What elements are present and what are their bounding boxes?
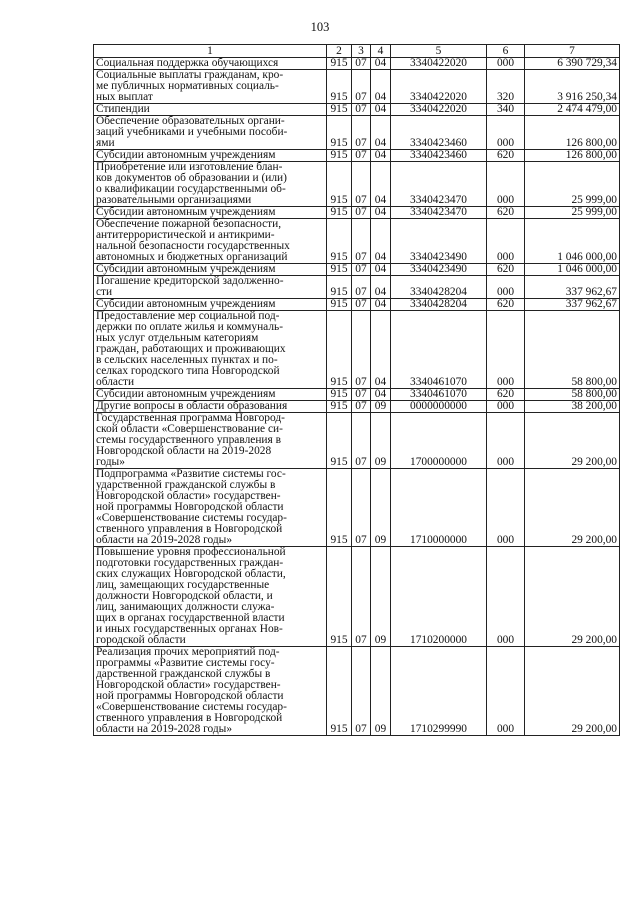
row-name-cell: Реализация прочих мероприятий под- программы «Развитие системы госу- дарственной гражданской службы в Новгородской области» государствен- ной программы Новгородской области «Совершенствование системы государ- ственного управления в Новгородской области на 2019-2028 годы» [94, 647, 327, 736]
target-article-cell: 3340422020 [391, 58, 487, 70]
section-code-cell: 07 [352, 207, 371, 219]
table-row [94, 116, 620, 150]
amount-cell: 29 200,00 [525, 547, 620, 647]
budget-table [93, 44, 620, 736]
column-header: 5 [391, 45, 487, 58]
section-code-cell: 07 [352, 547, 371, 647]
ministry-code-cell: 915 [327, 264, 352, 276]
ministry-code-cell: 915 [327, 276, 352, 299]
expense-type-cell: 620 [487, 299, 525, 311]
expense-type-cell: 620 [487, 264, 525, 276]
subsection-code-cell: 04 [371, 311, 391, 389]
section-code-cell: 07 [352, 299, 371, 311]
section-code-cell: 07 [352, 70, 371, 104]
row-name-cell: Социальные выплаты гражданам, кро- ме публичных нормативных социаль- ных выплат [94, 70, 327, 104]
target-article-cell: 3340461070 [391, 389, 487, 401]
amount-cell: 58 800,00 [525, 311, 620, 389]
row-name-cell: Стипендии [94, 104, 327, 116]
expense-type-cell: 620 [487, 389, 525, 401]
section-code-cell: 07 [352, 219, 371, 264]
table-row [94, 219, 620, 264]
row-name-cell: Субсидии автономным учреждениям [94, 207, 327, 219]
amount-cell: 25 999,00 [525, 207, 620, 219]
row-name-cell: Субсидии автономным учреждениям [94, 389, 327, 401]
table-row [94, 299, 620, 311]
section-code-cell: 07 [352, 647, 371, 736]
table-row [94, 150, 620, 162]
ministry-code-cell: 915 [327, 150, 352, 162]
expense-type-cell: 000 [487, 469, 525, 547]
table-header-row [94, 45, 620, 58]
column-header: 3 [352, 45, 371, 58]
table-row [94, 276, 620, 299]
section-code-cell: 07 [352, 401, 371, 413]
expense-type-cell: 340 [487, 104, 525, 116]
target-article-cell: 3340423490 [391, 219, 487, 264]
section-code-cell: 07 [352, 389, 371, 401]
table-row [94, 58, 620, 70]
target-article-cell: 3340428204 [391, 276, 487, 299]
table-row [94, 647, 620, 736]
table-row [94, 547, 620, 647]
ministry-code-cell: 915 [327, 299, 352, 311]
target-article-cell: 1700000000 [391, 413, 487, 469]
ministry-code-cell: 915 [327, 647, 352, 736]
expense-type-cell: 000 [487, 219, 525, 264]
amount-cell: 6 390 729,34 [525, 58, 620, 70]
column-header: 2 [327, 45, 352, 58]
row-name-cell: Другие вопросы в области образования [94, 401, 327, 413]
amount-cell: 2 474 479,00 [525, 104, 620, 116]
subsection-code-cell: 04 [371, 116, 391, 150]
column-header: 4 [371, 45, 391, 58]
expense-type-cell: 000 [487, 116, 525, 150]
row-name-cell: Предоставление мер социальной под- держки по оплате жилья и коммуналь- ных услуг отдельным категориям граждан, работающих и проживающих в сельских населенных пунктах и по- селках городского типа Новгородской области [94, 311, 327, 389]
row-name-cell: Погашение кредиторской задолженно- сти [94, 276, 327, 299]
section-code-cell: 07 [352, 162, 371, 207]
subsection-code-cell: 09 [371, 401, 391, 413]
section-code-cell: 07 [352, 469, 371, 547]
subsection-code-cell: 09 [371, 647, 391, 736]
amount-cell: 29 200,00 [525, 469, 620, 547]
amount-cell: 1 046 000,00 [525, 264, 620, 276]
subsection-code-cell: 04 [371, 150, 391, 162]
column-header: 7 [525, 45, 620, 58]
row-name-cell: Приобретение или изготовление блан- ков документов об образовании и (или) о квалификации государственными об- разовательными организациями [94, 162, 327, 207]
subsection-code-cell: 04 [371, 70, 391, 104]
row-name-cell: Подпрограмма «Развитие системы гос- ударственной гражданской службы в Новгородской области» государствен- ной программы Новгородской области «Совершенствование системы государ- ственного управления в Новгородской области на 2019-2028 годы» [94, 469, 327, 547]
row-name-cell: Субсидии автономным учреждениям [94, 264, 327, 276]
page-number: 103 [310, 20, 330, 34]
amount-cell: 1 046 000,00 [525, 219, 620, 264]
expense-type-cell: 000 [487, 58, 525, 70]
ministry-code-cell: 915 [327, 207, 352, 219]
amount-cell: 58 800,00 [525, 389, 620, 401]
table-row [94, 70, 620, 104]
ministry-code-cell: 915 [327, 311, 352, 389]
table-row [94, 311, 620, 389]
subsection-code-cell: 09 [371, 413, 391, 469]
section-code-cell: 07 [352, 58, 371, 70]
subsection-code-cell: 04 [371, 219, 391, 264]
amount-cell: 29 200,00 [525, 413, 620, 469]
target-article-cell: 3340422020 [391, 70, 487, 104]
target-article-cell: 3340423470 [391, 162, 487, 207]
ministry-code-cell: 915 [327, 116, 352, 150]
expense-type-cell: 320 [487, 70, 525, 104]
column-header: 1 [94, 45, 327, 58]
target-article-cell: 3340461070 [391, 311, 487, 389]
amount-cell: 126 800,00 [525, 150, 620, 162]
target-article-cell: 3340422020 [391, 104, 487, 116]
row-name-cell: Обеспечение пожарной безопасности, антитеррористической и антикрими- нальной безопасности государственных автономных и бюджетных организаций [94, 219, 327, 264]
row-name-cell: Субсидии автономным учреждениям [94, 299, 327, 311]
ministry-code-cell: 915 [327, 547, 352, 647]
subsection-code-cell: 04 [371, 162, 391, 207]
column-header: 6 [487, 45, 525, 58]
table-row [94, 469, 620, 547]
ministry-code-cell: 915 [327, 70, 352, 104]
target-article-cell: 1710000000 [391, 469, 487, 547]
section-code-cell: 07 [352, 150, 371, 162]
table-row [94, 162, 620, 207]
table-row [94, 104, 620, 116]
section-code-cell: 07 [352, 264, 371, 276]
section-code-cell: 07 [352, 276, 371, 299]
subsection-code-cell: 04 [371, 264, 391, 276]
expense-type-cell: 000 [487, 162, 525, 207]
expense-type-cell: 620 [487, 207, 525, 219]
section-code-cell: 07 [352, 311, 371, 389]
amount-cell: 38 200,00 [525, 401, 620, 413]
target-article-cell: 0000000000 [391, 401, 487, 413]
expense-type-cell: 620 [487, 150, 525, 162]
target-article-cell: 3340423460 [391, 150, 487, 162]
row-name-cell: Обеспечение образовательных органи- заций учебниками и учебными пособи- ями [94, 116, 327, 150]
ministry-code-cell: 915 [327, 413, 352, 469]
expense-type-cell: 000 [487, 647, 525, 736]
subsection-code-cell: 04 [371, 104, 391, 116]
subsection-code-cell: 09 [371, 547, 391, 647]
table-row [94, 264, 620, 276]
table-row [94, 401, 620, 413]
subsection-code-cell: 04 [371, 276, 391, 299]
ministry-code-cell: 915 [327, 401, 352, 413]
section-code-cell: 07 [352, 413, 371, 469]
section-code-cell: 07 [352, 116, 371, 150]
table-row [94, 389, 620, 401]
expense-type-cell: 000 [487, 547, 525, 647]
subsection-code-cell: 04 [371, 58, 391, 70]
row-name-cell: Повышение уровня профессиональной подготовки государственных граждан- ских служащих Новгородской области, лиц, замещающих государственные должности Новгородской области, и лиц, занимающих должности служа- щих в органах государственной власти и иных государственных органах Нов- городской области [94, 547, 327, 647]
target-article-cell: 3340423460 [391, 116, 487, 150]
table-row [94, 207, 620, 219]
row-name-cell: Государственная программа Новгород- ской области «Совершенствование си- стемы государственного управления в Новгородской области на 2019-2028 годы» [94, 413, 327, 469]
amount-cell: 337 962,67 [525, 276, 620, 299]
expense-type-cell: 000 [487, 276, 525, 299]
amount-cell: 3 916 250,34 [525, 70, 620, 104]
amount-cell: 126 800,00 [525, 116, 620, 150]
ministry-code-cell: 915 [327, 389, 352, 401]
table-row [94, 413, 620, 469]
target-article-cell: 1710299990 [391, 647, 487, 736]
ministry-code-cell: 915 [327, 162, 352, 207]
subsection-code-cell: 04 [371, 207, 391, 219]
ministry-code-cell: 915 [327, 469, 352, 547]
expense-type-cell: 000 [487, 413, 525, 469]
amount-cell: 29 200,00 [525, 647, 620, 736]
ministry-code-cell: 915 [327, 104, 352, 116]
target-article-cell: 3340428204 [391, 299, 487, 311]
target-article-cell: 3340423490 [391, 264, 487, 276]
row-name-cell: Социальная поддержка обучающихся [94, 58, 327, 70]
target-article-cell: 3340423470 [391, 207, 487, 219]
subsection-code-cell: 09 [371, 469, 391, 547]
subsection-code-cell: 04 [371, 389, 391, 401]
expense-type-cell: 000 [487, 311, 525, 389]
amount-cell: 337 962,67 [525, 299, 620, 311]
amount-cell: 25 999,00 [525, 162, 620, 207]
section-code-cell: 07 [352, 104, 371, 116]
target-article-cell: 1710200000 [391, 547, 487, 647]
ministry-code-cell: 915 [327, 58, 352, 70]
expense-type-cell: 000 [487, 401, 525, 413]
subsection-code-cell: 04 [371, 299, 391, 311]
row-name-cell: Субсидии автономным учреждениям [94, 150, 327, 162]
ministry-code-cell: 915 [327, 219, 352, 264]
